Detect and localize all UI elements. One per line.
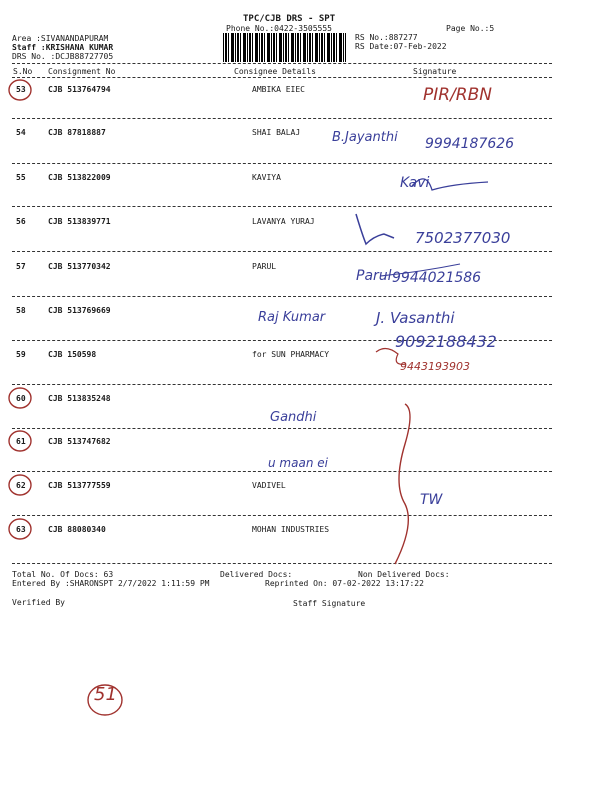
non-delivered-docs: Non Delivered Docs: <box>358 570 450 579</box>
handwriting-57-phone: 9944021586 <box>392 270 482 286</box>
handwriting-59-phone: 9443193903 <box>400 360 470 373</box>
handwriting-55: Kavi <box>400 175 430 191</box>
row-sno: 61 <box>16 437 26 446</box>
row-consignee: for SUN PHARMACY <box>252 350 330 359</box>
col-consignment: Consignment No <box>48 67 116 76</box>
total-docs: Total No. Of Docs: 63 <box>12 570 114 579</box>
row-consignment: CJB 513764794 <box>48 85 111 94</box>
row-sno: 53 <box>16 85 26 94</box>
brace-mark <box>395 404 410 564</box>
scribble-59 <box>376 348 406 364</box>
handwriting-58-b: J. Vasanthi <box>376 309 455 327</box>
page-number: Page No.:5 <box>446 24 495 33</box>
row-consignment: CJB 513747682 <box>48 437 111 446</box>
handwriting-58-a: Raj Kumar <box>258 310 326 325</box>
circle-mark-62 <box>9 475 31 495</box>
scribble-57 <box>380 264 460 276</box>
row-consignment: CJB 513777559 <box>48 481 111 490</box>
document-title: TPC/CJB DRS - SPT <box>243 14 336 24</box>
rs-number: RS No.:887277 <box>355 33 418 42</box>
reprinted-on: Reprinted On: 07-02-2022 13:17:22 <box>265 579 424 588</box>
phone-number: Phone No.:0422-3505555 <box>226 24 332 33</box>
verified-by: Verified By <box>12 598 65 607</box>
row-consignee: LAVANYA YURAJ <box>252 217 315 226</box>
row-consignment: CJB 513835248 <box>48 394 111 403</box>
entered-by: Entered By :SHARONSPT 2/7/2022 1:11:59 PM <box>12 579 210 588</box>
drs-number: DRS No. :DCJB88727705 <box>12 52 114 61</box>
handwriting-54-phone: 9994187626 <box>425 136 515 152</box>
row-consignee: VADIVEL <box>252 481 286 490</box>
row-sno: 55 <box>16 173 26 182</box>
row-consignee: AMBIKA EIEC <box>252 85 305 94</box>
handwriting-56-phone: 7502377030 <box>415 229 511 247</box>
row-consignment: CJB 88080340 <box>48 525 106 534</box>
staff-signature-label: Staff Signature <box>293 599 366 608</box>
row-consignment: CJB 87818887 <box>48 128 106 137</box>
circle-mark-61 <box>9 431 31 451</box>
circle-mark-60 <box>9 388 31 408</box>
row-sno: 54 <box>16 128 26 137</box>
rs-date: RS Date:07-Feb-2022 <box>355 42 447 51</box>
row-sno: 57 <box>16 262 26 271</box>
row-sno: 56 <box>16 217 26 226</box>
row-sno: 60 <box>16 394 26 403</box>
row-consignment: CJB 513839771 <box>48 217 111 226</box>
circle-mark-footer <box>88 685 122 715</box>
handwriting-62: TW <box>420 492 443 508</box>
row-consignment: CJB 513822009 <box>48 173 111 182</box>
row-consignee: SHAI BALAJ <box>252 128 301 137</box>
row-sno: 58 <box>16 306 26 315</box>
col-consignee: Consignee Details <box>234 67 316 76</box>
handwriting-61: u maan ei <box>268 456 328 470</box>
col-signature: Signature <box>413 67 457 76</box>
row-consignee: KAVIYA <box>252 173 281 182</box>
handwriting-58-phone: 9092188432 <box>395 332 497 351</box>
col-sno: S.No <box>13 67 33 76</box>
handwriting-54-signature: B.Jayanthi <box>332 130 398 145</box>
circle-mark-53 <box>9 80 31 100</box>
row-consignment: CJB 513769669 <box>48 306 111 315</box>
handwriting-57-name: Parul <box>356 268 392 284</box>
footer-handwritten-mark: 51 <box>94 684 117 705</box>
row-consignee: MOHAN INDUSTRIES <box>252 525 330 534</box>
scribble-55 <box>412 179 488 190</box>
circle-mark-63 <box>9 519 31 539</box>
handwriting-53: PIR/RBN <box>423 85 492 105</box>
row-sno: 59 <box>16 350 26 359</box>
handwriting-60: Gandhi <box>270 410 317 425</box>
staff-label: Staff :KRISHANA KUMAR <box>12 43 114 52</box>
row-sno: 63 <box>16 525 26 534</box>
scribble-56 <box>356 214 394 244</box>
delivered-docs: Delivered Docs: <box>220 570 293 579</box>
area-label: Area :SIVANANDAPURAM <box>12 34 109 43</box>
row-sno: 62 <box>16 481 26 490</box>
row-consignment: CJB 513770342 <box>48 262 111 271</box>
row-consignment: CJB 150598 <box>48 350 97 359</box>
row-consignee: PARUL <box>252 262 277 271</box>
